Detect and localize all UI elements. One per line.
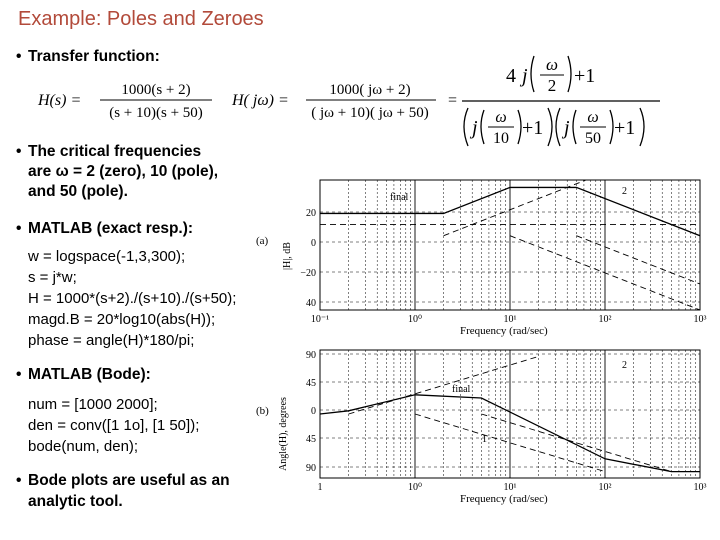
mag-ylabel: |H|, dB [282, 242, 293, 270]
phase-x-tick-label: 10² [598, 482, 612, 493]
mag-annotation: final [390, 192, 409, 203]
bullet-bode-useful: • Bode plots are useful as an analytic tool. [16, 472, 230, 510]
eq-norm-ten: 10 [493, 130, 509, 147]
eq-equals-sign: = [448, 92, 458, 109]
phase-x-tick-label: 1 [317, 482, 323, 493]
phase-annotation: final [452, 384, 471, 395]
bullet-dot-icon: • [16, 143, 22, 160]
equation-hs [36, 76, 236, 126]
phase-annotation: 2 [622, 360, 627, 371]
svg-text:j: j [472, 117, 478, 139]
eq-hjw-numerator: 1000( jω + 2) [329, 82, 411, 98]
mag-asymptote-line [576, 236, 700, 284]
svg-text:j: j [564, 117, 570, 139]
eq-norm-j: j [522, 65, 528, 87]
mag-y-tick-label: 40 [306, 298, 316, 309]
phase-annotation: 1 [482, 434, 487, 445]
eq-norm-four: 4 [506, 65, 516, 87]
svg-text:+1: +1 [522, 117, 544, 139]
eq-hs-lhs: H(s) = [38, 92, 82, 109]
eq-norm-plus-one: +1 [574, 65, 596, 87]
phase-y-tick-label: 0 [311, 406, 316, 417]
mag-y-tick-label: −20 [300, 268, 316, 279]
eq-norm-two: 2 [547, 76, 557, 95]
phase-y-tick-label: 45 [306, 434, 316, 445]
eq-norm-fifty: 50 [585, 130, 601, 147]
eq-hs-denominator: (s + 10)(s + 50) [109, 105, 203, 121]
phase-xlabel: Frequency (rad/sec) [460, 493, 548, 505]
mag-annotation: 2 [622, 186, 627, 197]
phase-ylabel: Angle(H), degrees [278, 397, 289, 471]
bullet-matlab-bode: • MATLAB (Bode): [16, 366, 151, 383]
equation-normalized [456, 48, 666, 150]
code-line: bode(num, den); [28, 438, 139, 455]
code-line: num = [1000 2000]; [28, 396, 158, 413]
phase-x-tick-label: 10³ [693, 482, 707, 493]
bullet-dot-icon: • [16, 472, 22, 489]
matlab-exact-code [28, 246, 236, 351]
phase-x-tick-label: 10¹ [503, 482, 517, 493]
equation-hjw [230, 76, 456, 126]
slide-title: Example: Poles and Zeroes [18, 8, 264, 30]
mag-x-tick-label: 10⁰ [407, 314, 423, 325]
code-line: magd.B = 20*log10(abs(H)); [28, 311, 216, 328]
bode-plots [250, 172, 712, 512]
code-line: H = 1000*(s+2)./(s+10)./(s+50); [28, 290, 237, 307]
mag-x-tick-label: 10³ [693, 314, 707, 325]
bullet-matlab-exact: • MATLAB (exact resp.): [16, 220, 194, 237]
mag-x-tick-label: 10⁻¹ [310, 314, 330, 325]
mag-y-tick-label: 20 [306, 208, 316, 219]
svg-text:+1: +1 [614, 117, 636, 139]
phase-y-tick-label: 90 [306, 463, 316, 474]
bullet-critical-frequencies: • The critical frequencies are ω = 2 (zero), 10 (pole), and 50 (pole). [16, 143, 219, 200]
mag-x-tick-label: 10² [598, 314, 612, 325]
eq-norm-omega: ω [545, 55, 559, 74]
phase-y-tick-label: 45 [306, 378, 316, 389]
mag-x-tick-label: 10¹ [503, 314, 517, 325]
mag-y-tick-label: 0 [311, 238, 316, 249]
bullet-transfer-function: • Transfer function: [16, 48, 160, 65]
eq-hjw-denominator: ( jω + 10)( jω + 50) [311, 105, 429, 121]
code-line: den = conv([1 1o], [1 50]); [28, 417, 200, 434]
panel-a-label: (a) [256, 235, 269, 247]
mag-xlabel: Frequency (rad/sec) [460, 325, 548, 337]
panel-b-label: (b) [256, 405, 269, 417]
code-line: phase = angle(H)*180/pi; [28, 332, 195, 349]
phase-x-tick-label: 10⁰ [407, 482, 423, 493]
code-line: w = logspace(-1,3,300); [28, 248, 186, 265]
svg-text:ω: ω [587, 109, 599, 126]
matlab-bode-code [28, 394, 199, 457]
code-line: s = j*w; [28, 269, 77, 286]
svg-text:ω: ω [495, 109, 507, 126]
phase-y-tick-label: 90 [306, 350, 316, 361]
eq-hjw-lhs: H( jω) = [232, 92, 289, 109]
eq-hs-numerator: 1000(s + 2) [121, 82, 191, 98]
bullet-dot-icon: • [16, 220, 22, 237]
bullet-dot-icon: • [16, 48, 22, 65]
bullet-dot-icon: • [16, 366, 22, 383]
